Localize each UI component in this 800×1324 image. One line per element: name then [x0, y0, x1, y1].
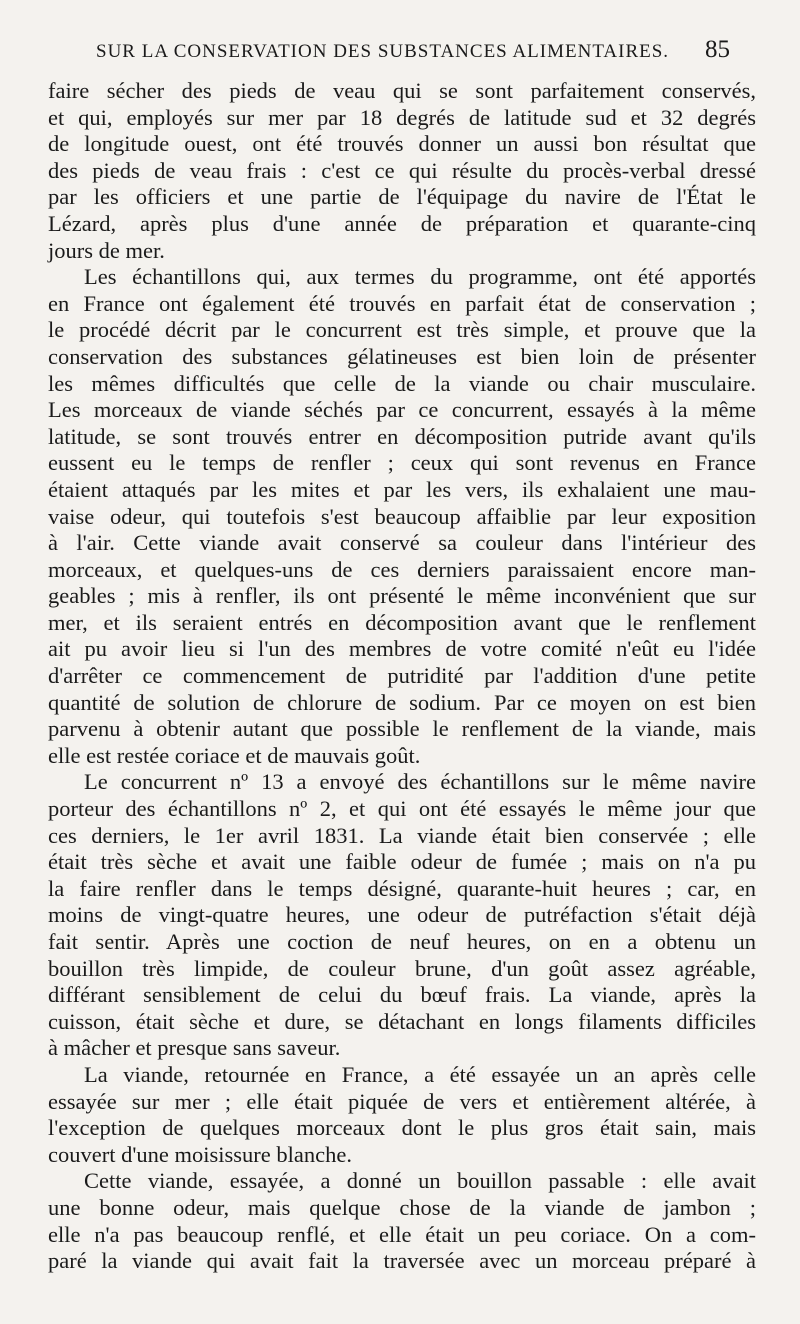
text-line: moins de vingt-quatre heures, une odeur de putréfaction s'était déjà	[48, 902, 756, 928]
text-line: parvenu à obtenir autant que possible le renflement de la viande, mais	[48, 716, 756, 742]
text-line: fait sentir. Après une coction de neuf heures, on en a obtenu un	[48, 929, 756, 954]
text-line: latitude, se sont trouvés entrer en décomposition putride avant qu'ils	[48, 423, 756, 449]
text-line: mer, et ils seraient entrés en décomposition avant que le renflement	[48, 609, 756, 635]
text-line: jours de mer.	[48, 237, 165, 263]
paragraph-first-line: Cette viande, essayée, a donné un bouillon passable : elle avait	[84, 1168, 756, 1194]
text-line: les mêmes difficultés que celle de la viande ou chair musculaire.	[48, 370, 756, 396]
text-line: cuisson, était sèche et dure, se détachant en longs filaments difficiles	[48, 1008, 756, 1034]
page-number: 85	[705, 36, 730, 63]
text-line: et qui, employés sur mer par 18 degrés de latitude sud et 32 degrés	[48, 104, 756, 130]
text-line: une bonne odeur, mais quelque chose de la viande de jambon ;	[48, 1194, 756, 1220]
text-line: à l'air. Cette viande avait conservé sa couleur dans l'intérieur des	[48, 530, 756, 556]
paragraph-first-line: Le concurrent nº 13 a envoyé des échantillons sur le même navire	[84, 769, 756, 795]
text-line: elle est restée coriace et de mauvais goût.	[48, 742, 421, 768]
text-line: quantité de solution de chlorure de sodium. Par ce moyen on est bien	[48, 689, 756, 715]
text-line: morceaux, et quelques-uns de ces derniers paraissaient encore man-	[48, 556, 756, 582]
text-line: en France ont également été trouvés en parfait état de conservation ;	[48, 290, 756, 316]
text-line: la faire renfler dans le temps désigné, quarante-huit heures ; car, en	[48, 875, 756, 901]
running-title: SUR LA CONSERVATION DES SUBSTANCES ALIMENTAIRES.	[96, 41, 670, 62]
text-line: l'exception de quelques morceaux dont le plus gros était sain, mais	[48, 1115, 756, 1141]
text-line: était très sèche et avait une faible odeur de fumée ; mais on n'a pu	[48, 849, 756, 875]
running-header	[96, 36, 730, 64]
text-line: conservation des substances gélatineuses est bien loin de présenter	[48, 343, 756, 369]
text-line: Lézard, après plus d'une année de préparation et quarante-cinq	[48, 210, 756, 236]
text-line: le procédé décrit par le concurrent est très simple, et prouve que la	[48, 317, 756, 343]
text-line: étaient attaqués par les mites et par les vers, ils exhalaient une mau-	[48, 476, 756, 502]
text-line: des pieds de veau frais : c'est ce qui résulte du procès-verbal dressé	[48, 157, 756, 183]
text-line: ces derniers, le 1er avril 1831. La viande était bien conservée ; elle	[48, 822, 756, 848]
page-body-text	[48, 78, 756, 1275]
paragraph-first-line: La viande, retournée en France, a été essayée un an après celle	[84, 1061, 756, 1087]
text-line: essayée sur mer ; elle était piquée de vers et entièrement altérée, à	[48, 1088, 756, 1114]
text-line: Les morceaux de viande séchés par ce concurrent, essayés à la même	[48, 397, 756, 423]
text-line: ait pu avoir lieu si l'un des membres de votre comité n'eût eu l'idée	[48, 636, 756, 662]
paragraph-first-line: Les échantillons qui, aux termes du programme, ont été apportés	[84, 264, 756, 290]
text-line: couvert d'une moisissure blanche.	[48, 1141, 352, 1167]
text-line: eussent eu le temps de renfler ; ceux qui sont revenus en France	[48, 450, 756, 476]
text-line: elle n'a pas beaucoup renflé, et elle était un peu coriace. On a com-	[48, 1221, 756, 1247]
text-line: différant sensiblement de celui du bœuf frais. La viande, après la	[48, 982, 756, 1008]
text-line: de longitude ouest, ont été trouvés donner un aussi bon résultat que	[48, 131, 756, 157]
text-line: d'arrêter ce commencement de putridité par l'addition d'une petite	[48, 663, 756, 689]
text-line: par les officiers et une partie de l'équipage du navire de l'État le	[48, 184, 756, 210]
text-line: paré la viande qui avait fait la traversée avec un morceau préparé à	[48, 1248, 756, 1274]
text-line: faire sécher des pieds de veau qui se sont parfaitement conservés,	[48, 78, 756, 103]
text-line: à mâcher et presque sans saveur.	[48, 1035, 341, 1061]
text-line: bouillon très limpide, de couleur brune, d'un goût assez agréable,	[48, 955, 756, 981]
text-line: vaise odeur, qui toutefois s'est beaucoup affaiblie par leur exposition	[48, 503, 756, 529]
text-line: porteur des échantillons nº 2, et qui ont été essayés le même jour que	[48, 796, 756, 822]
text-line: geables ; mis à renfler, ils ont présenté le même inconvénient que sur	[48, 583, 756, 609]
